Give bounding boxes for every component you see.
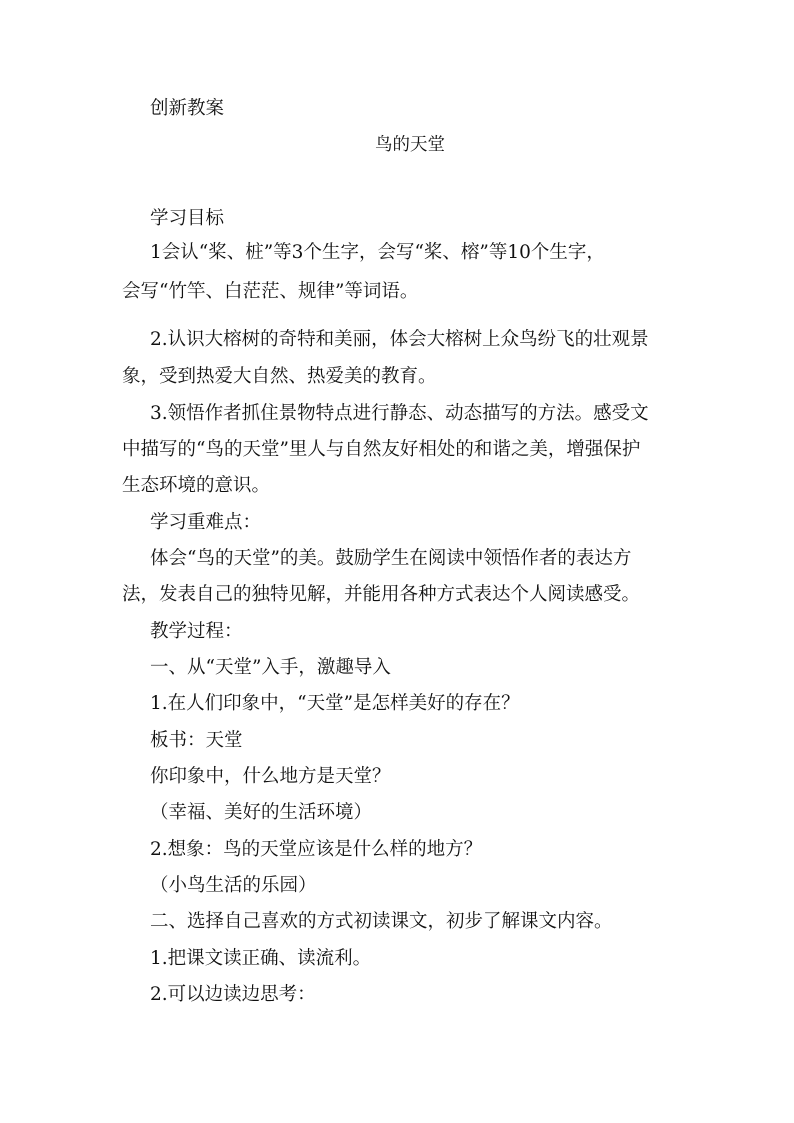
process-step-1: 一、从“天堂”入手，激趣导入 [150,657,391,678]
goal-3-line-2: 中描写的“鸟的天堂”里人与自然友好相处的和谐之美，增强保护 [122,439,641,460]
key-points-line-2: 法，发表自己的独特见解，并能用各种方式表达个人阅读感受。 [122,584,641,605]
process-question-2: 你印象中，什么地方是天堂？ [150,766,391,787]
process-question-3: 2.想象：鸟的天堂应该是什么样的地方？ [150,839,483,860]
goal-3-line-1: 3.领悟作者抓住景物特点进行静态、动态描写的方法。感受文 [150,403,649,424]
doc-header: 创新教案 [150,98,225,119]
section-heading-key-points: 学习重难点： [150,512,262,533]
section-heading-process: 教学过程： [150,621,243,642]
process-item-2: 2.可以边读边思考： [150,984,316,1005]
answer-2: （小鸟生活的乐园） [150,875,317,896]
goal-2-line-1: 2.认识大榕树的奇特和美丽，体会大榕树上众鸟纷飞的壮观景 [150,329,649,350]
process-item-1: 1.把课文读正确、读流利。 [150,948,372,969]
process-step-2: 二、选择自己喜欢的方式初读课文，初步了解课文内容。 [150,911,613,932]
answer-1: （幸福、美好的生活环境） [150,802,373,823]
board-note: 板书：天堂 [150,730,243,751]
section-heading-goals: 学习目标 [150,208,225,229]
goal-3-line-3: 生态环境的意识。 [122,475,271,496]
goal-2-line-2: 象，受到热爱大自然、热爱美的教育。 [122,366,437,387]
goal-1-line-2: 会写“竹竿、白茫茫、规律”等词语。 [122,281,419,302]
key-points-line-1: 体会“鸟的天堂”的美。鼓励学生在阅读中领悟作者的表达方 [150,548,632,569]
process-question-1: 1.在人们印象中，“天堂”是怎样美好的存在？ [150,693,520,714]
page-title: 鸟的天堂 [375,135,445,155]
goal-1-line-1: 1会认“桨、桩”等3个生字，会写“桨、榕”等10个生字， [150,242,605,263]
